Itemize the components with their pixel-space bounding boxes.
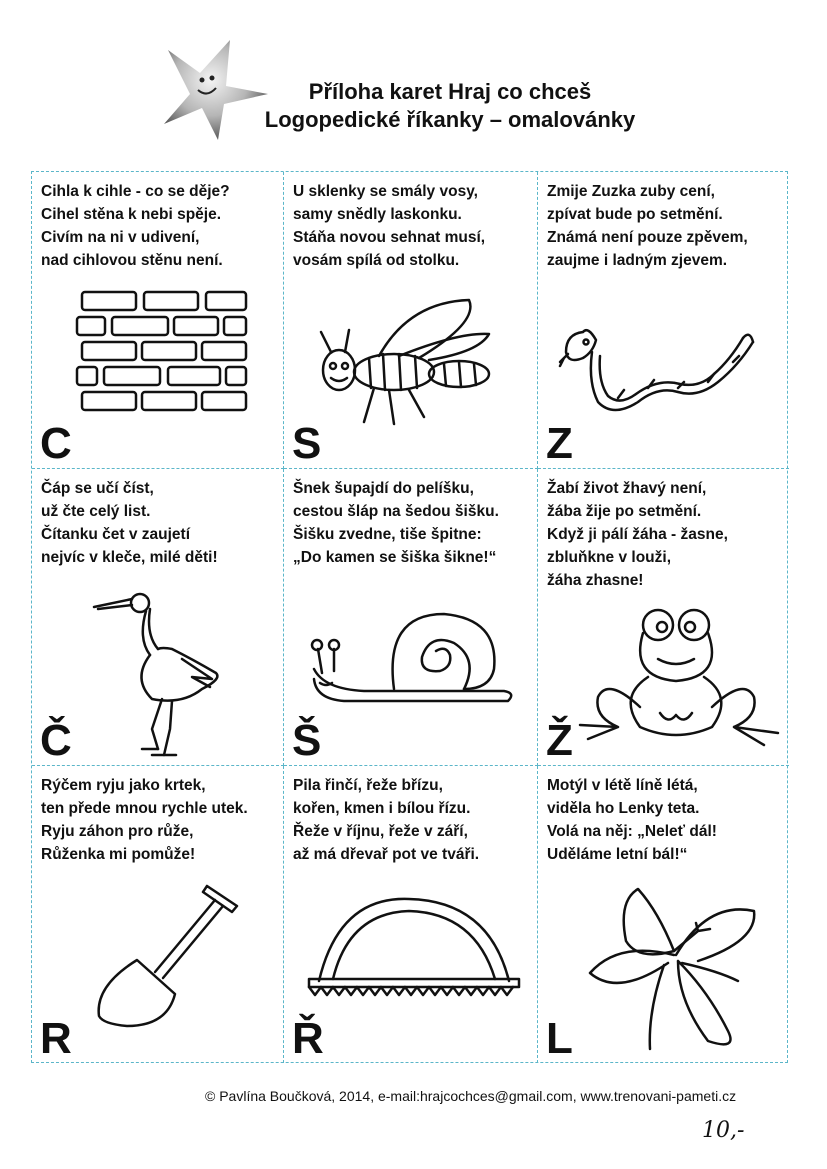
card-letter: Ž [546, 716, 573, 765]
stork-icon [92, 579, 232, 759]
snail-icon [304, 609, 524, 709]
card-letter: Š [292, 716, 322, 765]
card-poem: Cihla k cihle - co se děje? Cihel stěna k nebi spěje. Civím na ni v udivení, nad cihlovou stěnu není. [41, 183, 230, 269]
footer-copyright: © Pavlína Boučková, 2014, e-mail:hrajcochces@gmail.com, www.trenovani-pameti.cz [205, 1088, 737, 1104]
card-z [538, 172, 789, 469]
card-c [32, 172, 284, 469]
snake-icon [558, 322, 768, 422]
card-poem: Motýl v létě líně létá, viděla ho Lenky teta. Volá na něj: „Neleť dál! Uděláme letní bál!“ [547, 777, 717, 863]
card-letter: C [40, 419, 72, 468]
card-r [32, 766, 284, 1063]
card-poem: Čáp se učí číst, už čte celý list. Čítanku čet v zaujetí nejvíc v kleče, milé děti! [41, 480, 218, 566]
shovel-icon [67, 876, 247, 1036]
title-line-1: Příloha karet Hraj co chceš [308, 79, 592, 104]
card-letter: S [292, 419, 322, 468]
card-poem: Žabí život žhavý není, žába žije po setmění. Když ji pálí žáha - žasne, zbluňkne v louži, žáha zhasne! [547, 480, 728, 589]
card-c-caron [32, 469, 284, 766]
card-s-caron [284, 469, 538, 766]
card-poem: Rýčem ryju jako krtek, ten přede mnou rychle utek. Ryju záhon pro růže, Růženka mi pomůže! [41, 777, 248, 863]
card-s [284, 172, 538, 469]
page-title [230, 78, 670, 134]
saw-icon [299, 891, 524, 1006]
card-letter: Ř [292, 1014, 324, 1063]
card-letter: Z [546, 419, 573, 468]
card-poem: Zmije Zuzka zuby cení, zpívat bude po setmění. Známá není pouze zpěvem, zaujme i ladným zjevem. [547, 183, 748, 269]
card-letter: L [546, 1014, 573, 1063]
card-poem: Šnek šupajdí do pelíšku, cestou šláp na šedou šišku. Šišku zvedne, tiše špitne: „Do kamen se šiška šikne!“ [293, 480, 499, 566]
card-letter: Č [40, 716, 72, 765]
card-letter: R [40, 1014, 72, 1063]
brick-wall-icon [72, 287, 252, 417]
card-poem: Pila řinčí, řeže břízu, kořen, kmen i bílou řízu. Řeže v říjnu, řeže v září, až má dřevař pot ve tváři. [293, 777, 480, 863]
card-l [538, 766, 789, 1063]
title-line-2: Logopedické říkanky – omalovánky [264, 107, 636, 132]
card-r-caron [284, 766, 538, 1063]
handwritten-price: 10,- [702, 1118, 745, 1143]
butterfly-icon [578, 881, 768, 1056]
card-poem: U sklenky se smály vosy, samy snědly laskonku. Stáňa novou sehnat musí, vosám spílá od stolku. [293, 183, 486, 269]
wasp-icon [319, 292, 509, 432]
card-grid [31, 171, 788, 1063]
card-z-caron [538, 469, 789, 766]
frog-icon [578, 607, 783, 747]
